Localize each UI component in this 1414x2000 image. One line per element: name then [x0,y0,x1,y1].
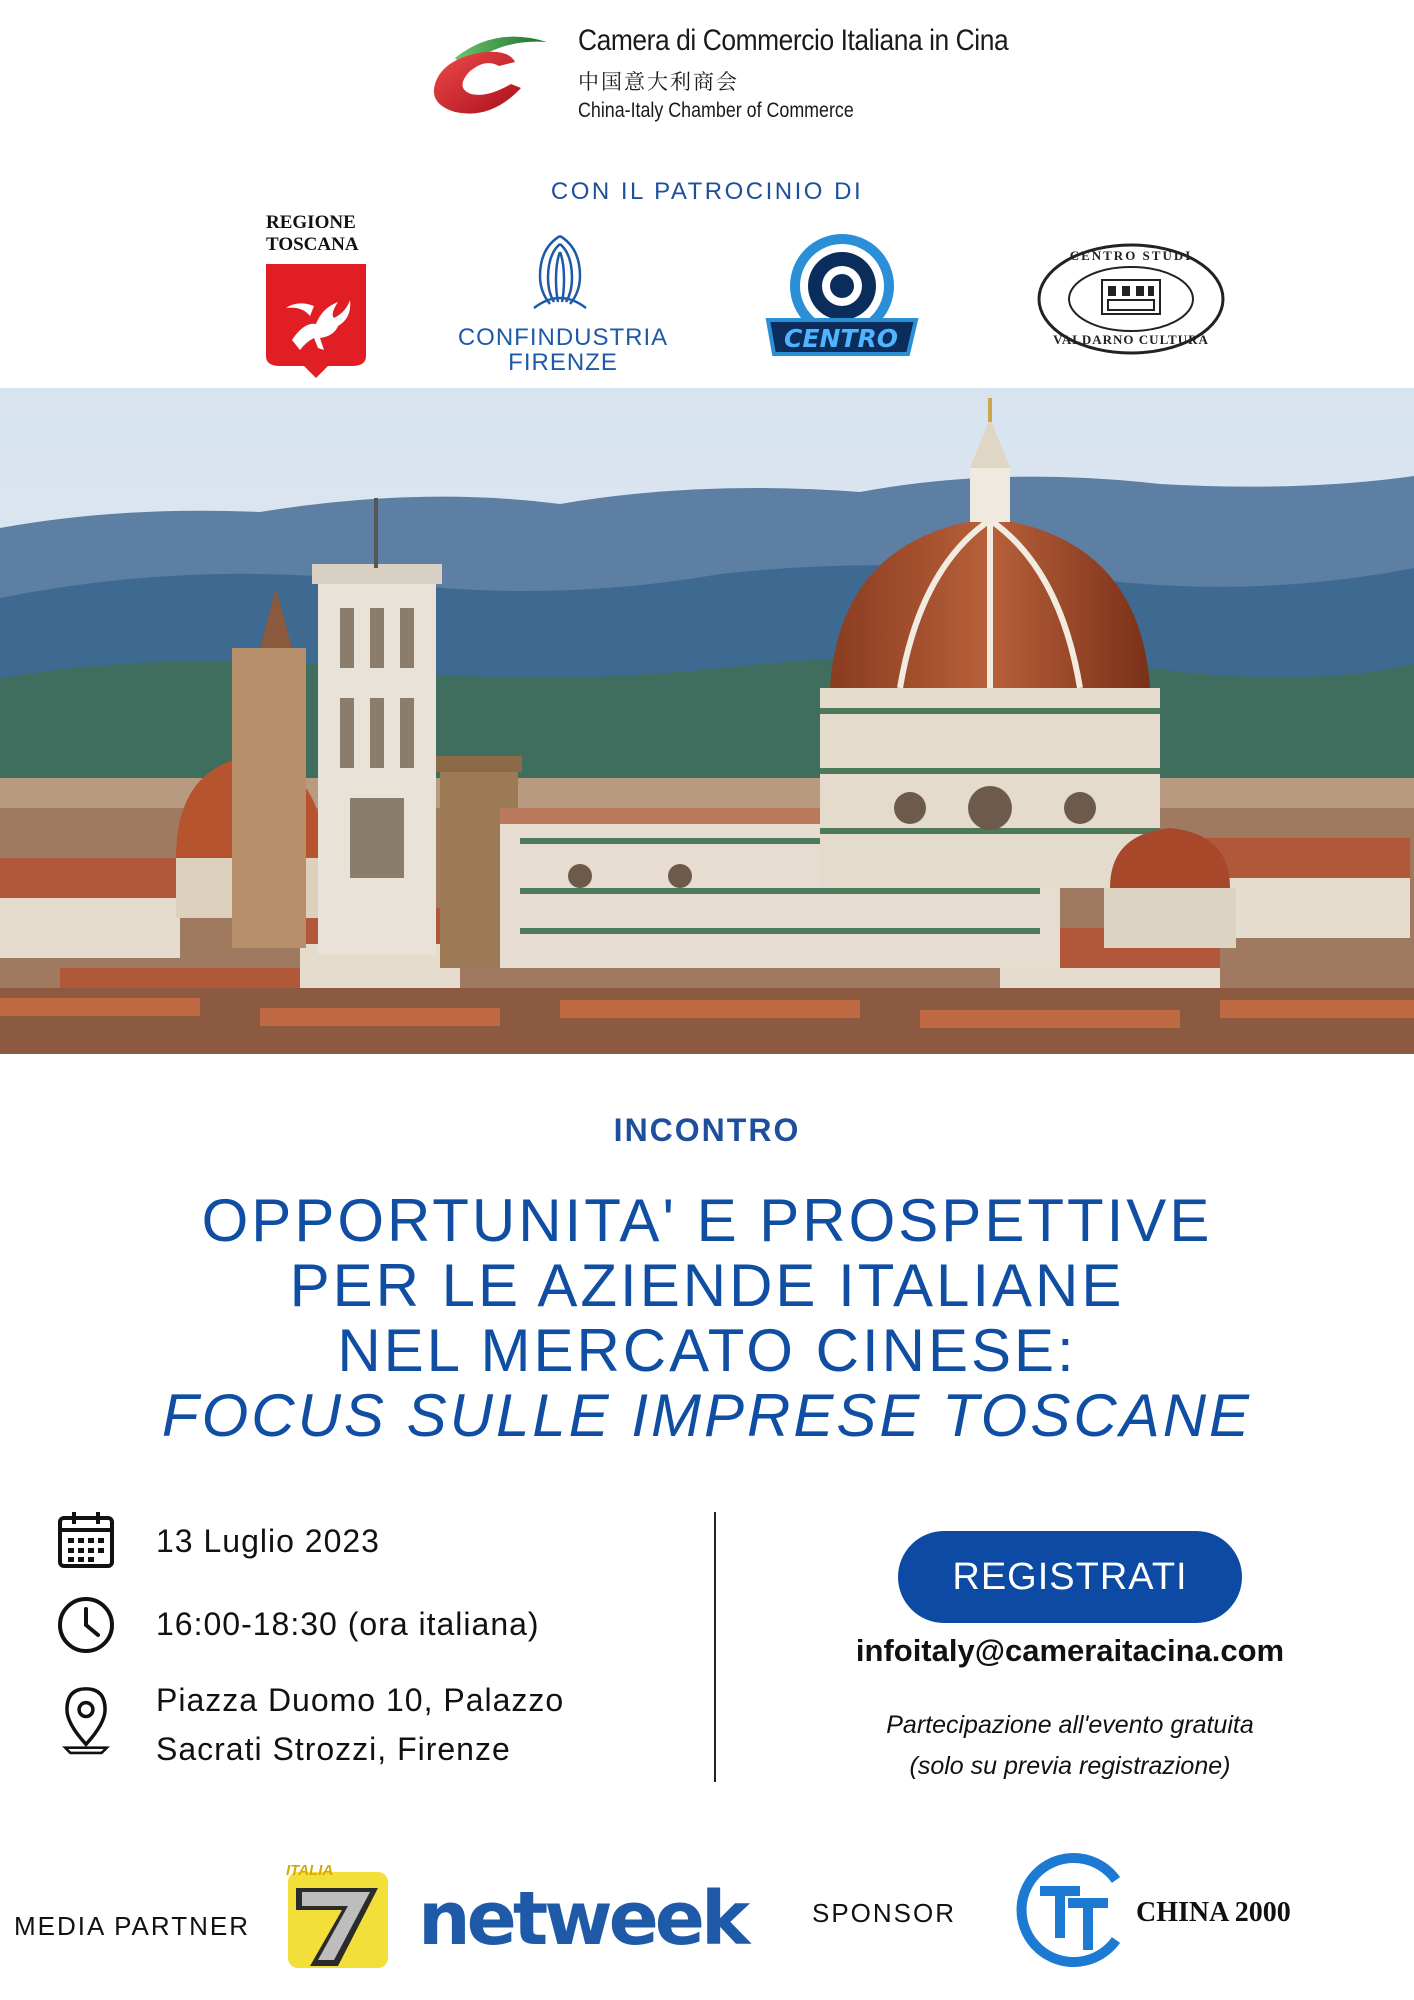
org-name-chinese: 中国意大利商会 [578,70,739,94]
org-name-english: China-Italy Chamber of Commerce [578,99,854,122]
pegasus-shield-icon [264,262,368,380]
confindustria-line2: FIRENZE [508,349,618,376]
event-address-line-2: Sacrati Strozzi, Firenze [156,1731,511,1767]
florence-cathedral-photo [0,388,1414,1054]
media-partner-label: MEDIA PARTNER [14,1911,250,1941]
confindustria-line1: CONFINDUSTRIA [457,324,669,351]
contact-email[interactable]: infoitaly@cameraitacina.com [855,1633,1285,1668]
confindustria-logo [448,232,678,376]
event-time: 16:00-18:30 (ora italiana) [156,1606,540,1642]
calendar-icon [56,1510,116,1570]
location-pin-icon [60,1684,112,1756]
event-address-line-1: Piazza Duomo 10, Palazzo [156,1682,565,1718]
sponsor-name: CHINA 2000 [1136,1897,1291,1928]
china2000-emblem-icon [1012,1850,1132,1970]
netweek-text: netweek [418,1876,747,1962]
register-button[interactable]: REGISTRATI [898,1531,1242,1623]
registration-required-note: (solo su previa registrazione) [909,1752,1231,1780]
event-title-line-1: OPPORTUNITA' E PROSPETTIVE [201,1187,1213,1254]
regione-toscana-line2: TOSCANA [266,234,359,255]
clock-icon [56,1595,116,1655]
netweek-logo [418,1874,747,1964]
centro-studi-bottom-text: VALDARNO CULTURA [1053,332,1209,347]
vertical-divider [714,1512,716,1782]
free-participation-note: Partecipazione all'evento gratuita [886,1711,1254,1739]
ccic-logo [425,28,555,128]
event-type: INCONTRO [613,1112,801,1148]
event-title-line-3: NEL MERCATO CINESE: [337,1317,1077,1384]
event-title-line-4: FOCUS SULLE IMPRESE TOSCANE [161,1382,1253,1449]
regione-toscana-logo [262,212,374,384]
regione-toscana-line1: REGIONE [266,212,356,233]
centro-studi-logo [1036,242,1226,356]
centro-label: CENTRO [784,324,898,353]
sponsor-label: SPONSOR [812,1898,957,1928]
event-title-line-2: PER LE AZIENDE ITALIANE [289,1252,1125,1319]
italia7-logo [282,1862,394,1972]
patronage-label: CON IL PATROCINIO DI [550,178,864,205]
italia7-label: ITALIA [286,1862,334,1879]
event-date: 13 Luglio 2023 [156,1523,380,1559]
confindustria-emblem-icon [520,232,600,312]
org-name: Camera di Commercio Italiana in Cina [578,24,1009,57]
centro-logo [758,232,924,362]
centro-studi-top-text: CENTRO STUDI [1069,248,1193,263]
